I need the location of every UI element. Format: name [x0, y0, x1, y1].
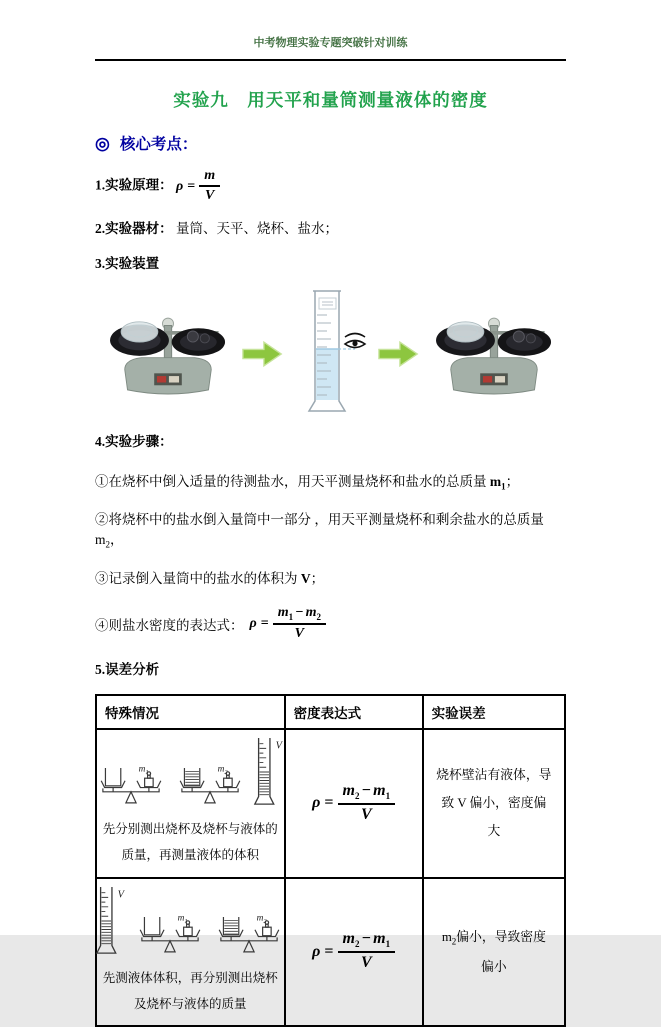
svg-text:m1: $m_1$ — [177, 913, 188, 925]
svg-text:V: V — [117, 889, 125, 901]
graduated-cylinder-photo — [289, 286, 373, 422]
balance-scale-photo-left — [99, 301, 237, 407]
step-1-text: ①在烧杯中倒入适量的待测盐水，用天平测量烧杯和盐水的总质量 — [95, 473, 490, 489]
header-text: 中考物理实验专题突破针对训练 — [253, 37, 408, 49]
step-2-punct: ， — [110, 532, 124, 548]
svg-text:V: V — [275, 740, 283, 752]
density-formula — [176, 169, 220, 204]
mini-cylinder-diagram — [252, 736, 286, 808]
case-2-diagram — [101, 885, 280, 957]
mini-balance-empty-beaker-diagram — [133, 911, 207, 957]
principle-line — [95, 169, 566, 204]
setup-label: 3.实验装置 — [95, 256, 160, 272]
arrow-right-icon — [378, 339, 420, 369]
step-3-punct: ； — [310, 570, 325, 586]
materials-text: 量筒、天平、烧杯、盐水； — [176, 220, 338, 236]
step-3-text: ③记录倒入量筒中的盐水的体积为 — [95, 570, 301, 586]
step-1-punct: ； — [505, 473, 520, 489]
apparatus-figure — [95, 286, 566, 422]
materials-line — [95, 219, 566, 239]
mini-balance-liquid-beaker-diagram — [212, 911, 286, 957]
case-cell-2 — [96, 878, 285, 1027]
case-cell-1 — [96, 729, 285, 878]
equals-sign: = — [260, 615, 269, 631]
core-points-heading — [95, 132, 566, 154]
equals-sign: = — [187, 178, 196, 194]
principle-label: 1.实验原理： — [95, 177, 173, 193]
error-analysis-label: 5.误差分析 — [95, 661, 160, 677]
case-1-diagram — [101, 736, 283, 808]
header-density-expression: 密度表达式 — [285, 695, 423, 729]
svg-text:m2: $m_2$ — [217, 764, 228, 777]
header-experiment-error: 实验误差 — [423, 695, 565, 729]
mass-m1-symbol: $m_1$ — [489, 473, 506, 492]
numerator: $m_1 - m_2$ — [273, 606, 326, 625]
bullseye-icon: ◎ — [95, 134, 110, 153]
step-4-text: ④则盐水密度的表达式： — [95, 617, 244, 633]
step-3 — [95, 567, 566, 589]
case-1-caption: 先分别测出烧杯及烧杯与液体的质量，再测量液体的体积 — [102, 822, 278, 863]
table-row — [96, 729, 565, 878]
table-row — [96, 878, 565, 1027]
formula-cell-2 — [285, 878, 423, 1027]
numerator: m — [199, 169, 220, 187]
document-header — [95, 34, 566, 61]
rho-symbol: ρ — [249, 615, 257, 631]
error-analysis-table — [95, 694, 566, 1027]
page-title: 实验九 用天平和量筒测量液体的密度 — [173, 90, 488, 110]
steps-label: 4.实验步骤： — [95, 434, 173, 450]
row-1-formula: ρ = $\frac{m_2 - m_1}{V}$ — [312, 783, 395, 824]
header-special-case: 特殊情况 — [96, 695, 285, 729]
step-2 — [95, 508, 566, 550]
step-4 — [95, 606, 566, 642]
eye-icon — [345, 334, 365, 348]
mass-m2-symbol: $m_2$ — [95, 532, 111, 550]
table-header-row — [96, 695, 565, 729]
core-points-label: 核心考点： — [119, 136, 198, 153]
svg-text:m2: $m_2$ — [256, 913, 267, 925]
svg-text:m1: $m_1$ — [138, 764, 149, 777]
mini-balance-empty-beaker-diagram — [94, 762, 168, 808]
denominator: V — [294, 625, 304, 641]
step-2-text: ②将烧杯中的盐水倒入量筒中一部分 ，用天平测量烧杯和剩余盐水的总质量 — [95, 512, 544, 528]
row-2-formula: ρ = $\frac{m_2 - m_1}{V}$ — [312, 931, 395, 972]
mini-balance-liquid-beaker-diagram — [173, 762, 247, 808]
balance-scale-photo-right — [425, 301, 563, 407]
rho-symbol: ρ — [176, 178, 184, 194]
denominator: V — [204, 187, 215, 203]
materials-label: 2.实验器材： — [95, 220, 173, 236]
arrow-right-icon — [242, 339, 284, 369]
error-cell-2: $m_2$偏小，导致密度偏小 — [423, 878, 565, 1027]
salt-density-formula — [250, 606, 326, 642]
page-content — [95, 0, 566, 1027]
fraction — [273, 606, 326, 642]
case-2-caption: 先测液体体积，再分别测出烧杯及烧杯与液体的质量 — [102, 970, 278, 1011]
error-cell-1: 烧杯壁沾有液体，导致 V 偏小，密度偏大 — [423, 729, 565, 878]
mini-cylinder-diagram — [94, 885, 128, 957]
fraction — [199, 169, 220, 204]
volume-v-symbol: V — [300, 570, 311, 586]
step-1 — [95, 470, 566, 492]
formula-cell-1 — [285, 729, 423, 878]
